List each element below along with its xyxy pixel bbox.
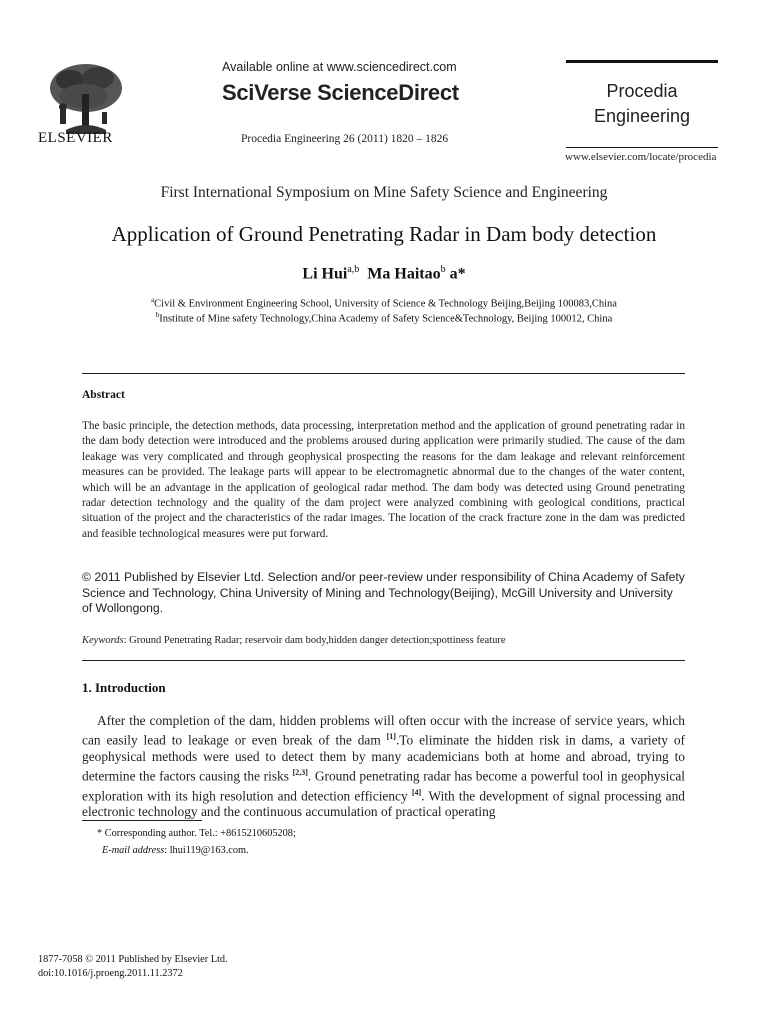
corresponding-author-mark: a*	[449, 265, 466, 283]
journal-url: www.elsevier.com/locate/procedia	[565, 151, 717, 163]
affiliation-mark: b	[155, 311, 160, 319]
issn-line: 1877-7058 © 2011 Published by Elsevier Ltd.	[38, 954, 228, 965]
author-list	[0, 264, 768, 283]
keywords	[82, 635, 506, 646]
section-heading: 1. Introduction	[82, 680, 166, 695]
corresponding-author-footnote: * Corresponding author. Tel.: +8615210605208;	[97, 828, 296, 839]
email-address: : lhui119@163.com.	[164, 845, 249, 856]
keywords-list: : Ground Penetrating Radar; reservoir dam body,hidden danger detection;spottiness feature	[123, 635, 506, 646]
affiliation	[0, 296, 768, 310]
author-affiliation-mark: a,b	[347, 264, 360, 275]
footnote-rule	[82, 820, 202, 821]
available-online-text: Available online at www.sciencedirect.com	[222, 60, 457, 74]
paragraph-text: After the completion of the dam, hidden problems will often occur with the increase of service years, which can easily lead to leakage or even break of the dam	[82, 713, 685, 748]
paper-title: Application of Ground Penetrating Radar in Dam body detection	[111, 222, 657, 246]
author-affiliation-mark: b	[440, 264, 446, 275]
email-label: E-mail address	[102, 845, 165, 856]
affiliation	[0, 311, 768, 325]
keywords-label: Keywords	[82, 635, 124, 646]
journal-box-bottom-rule	[566, 147, 718, 148]
conference-name: First International Symposium on Mine Safety Science and Engineering	[160, 184, 608, 201]
journal-name	[566, 63, 718, 147]
paragraph-text: . Ground penetrating radar has become a powerful tool in geophysical exploration with its high resolution and detection efficiency	[82, 768, 685, 804]
journal-name-line2: Engineering	[593, 106, 691, 126]
journal-title-box	[566, 60, 718, 148]
journal-name-line1: Procedia	[606, 81, 678, 101]
sciencedirect-brand: SciVerse ScienceDirect	[222, 80, 459, 105]
citation-ref: [2,3]	[292, 768, 308, 778]
citation-ref: [4]	[411, 787, 422, 797]
paragraph-text: . With the development of signal processing and electronic technology and the continuous accumulation of practical operating	[82, 788, 686, 820]
author-name: Li Hui	[302, 265, 348, 283]
introduction-paragraph	[82, 713, 685, 821]
doi-line: doi:10.1016/j.proeng.2011.11.2372	[38, 968, 183, 979]
citation-ref: [1]	[386, 732, 396, 742]
author-name: Ma Haitao	[367, 265, 441, 283]
paragraph-text: .To eliminate the hidden risk in dams, a variety of geophysical methods were used to detect them by many academicians both at home and abroad, trying to determine the factors causing the risks	[82, 732, 685, 784]
copyright-statement: © 2011 Published by Elsevier Ltd. Selection and/or peer-review under responsibility of China Academy of Safety Science and Technology, China University of Mining and Technology(Beijing), McGill University and University of Wollongong.	[82, 570, 685, 616]
journal-citation: Procedia Engineering 26 (2011) 1820 – 1826	[241, 133, 449, 145]
affiliation-text: Civil & Environment Engineering School, University of Science & Technology Beijing,Beijing 100083,China	[154, 298, 617, 310]
abstract-bottom-rule	[82, 660, 685, 661]
abstract-body: The basic principle, the detection methods, data processing, interpretation method and the application of ground penetrating radar in the dam body detection were introduced and the problems aroused during application were primarily studied. The cause of the dam leakage was very complicated and through geophysical prospecting the reasons for the dam leakage and relevant reinforcement measures can be provided. The leakage parts will appear to be electromagnetic abnormal due to the changes of the water content, which will be an advantage in the application of geological radar method. The dam body was detected using Ground penetrating radar detection technology and the quality of the dam project were analyzed combining with geological conditions, practical situation of the project and the characteristics of the radar images. The location of the crack fracture zone in the dam was predicted and feasible technological measures were put forward.	[82, 420, 685, 540]
abstract-heading: Abstract	[82, 389, 125, 401]
email-footnote	[102, 845, 249, 856]
affiliation-mark: a	[151, 296, 155, 304]
affiliation-text: Institute of Mine safety Technology,China Academy of Safety Science&Technology, Beijing 100012, China	[159, 313, 613, 325]
publisher-name: ELSEVIER	[38, 130, 113, 146]
abstract-top-rule	[82, 373, 685, 374]
